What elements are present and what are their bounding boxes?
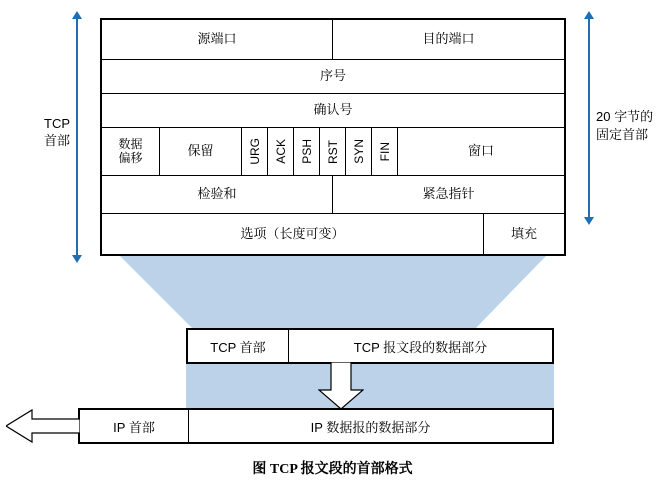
left-arrow-icon (6, 408, 80, 444)
ip-datagram-row (78, 408, 554, 444)
tcp-header-bracket-left-label (38, 116, 76, 150)
tcp-segment-header-cell: TCP 首部 (188, 330, 289, 362)
cell-data-offset-line1: 数据 (118, 136, 143, 151)
flag-rst-label: RST (325, 139, 340, 164)
tcp-header-bracket-left-label-line1: TCP (44, 116, 70, 131)
tcp-header-bracket-left (76, 18, 78, 256)
encapsulation-band (186, 364, 554, 408)
flag-urg-label: URG (247, 138, 262, 165)
cell-flag-fin (372, 128, 398, 175)
ip-datagram-header-cell: IP 首部 (80, 410, 189, 442)
cell-reserved: 保留 (160, 128, 242, 175)
fixed-header-bracket-right-label (596, 108, 662, 143)
cell-options: 选项（长度可变） (102, 214, 484, 254)
cell-sequence-number: 序号 (319, 68, 346, 84)
cell-urgent-pointer: 紧急指针 (422, 186, 475, 202)
cell-window: 窗口 (467, 143, 494, 159)
tcp-header-table (100, 18, 566, 256)
table-row-ack (102, 94, 564, 128)
cell-flag-ack (268, 128, 294, 175)
cell-flag-psh (294, 128, 320, 175)
table-row-checksum (102, 176, 564, 214)
cell-flag-rst (320, 128, 346, 175)
tcp-segment-row (186, 328, 554, 364)
down-arrow-icon (318, 362, 364, 410)
figure-caption: 图 TCP 报文段的首部格式 (252, 462, 413, 477)
fixed-header-bracket-right-label-line2: 固定首部 (596, 126, 649, 142)
cell-checksum: 检验和 (102, 176, 333, 213)
cell-data-offset-line2: 偏移 (118, 150, 143, 165)
fixed-header-bracket-right-label-line1: 20 字节的 (596, 109, 654, 124)
ip-datagram-data-cell: IP 数据报的数据部分 (310, 419, 431, 435)
table-row-ports (102, 20, 564, 60)
flag-syn-label: SYN (351, 139, 366, 164)
cell-destination-port: 目的端口 (422, 31, 475, 47)
table-row-sequence (102, 60, 564, 94)
cell-flag-urg (242, 128, 268, 175)
cell-acknowledgment-number: 确认号 (313, 102, 353, 118)
tcp-header-bracket-left-label-line2: 首部 (43, 132, 70, 148)
tcp-segment-data-cell: TCP 报文段的数据部分 (353, 339, 488, 355)
flag-ack-label: ACK (273, 139, 288, 164)
fixed-header-bracket-right (588, 18, 590, 218)
cell-data-offset (102, 128, 160, 175)
table-row-options (102, 214, 564, 254)
table-row-flags (102, 128, 564, 176)
cell-flag-syn (346, 128, 372, 175)
funnel-connector-icon (100, 256, 566, 330)
flag-psh-label: PSH (299, 139, 314, 164)
flag-fin-label: FIN (377, 141, 392, 162)
cell-source-port: 源端口 (102, 20, 333, 59)
cell-padding: 填充 (510, 225, 537, 241)
